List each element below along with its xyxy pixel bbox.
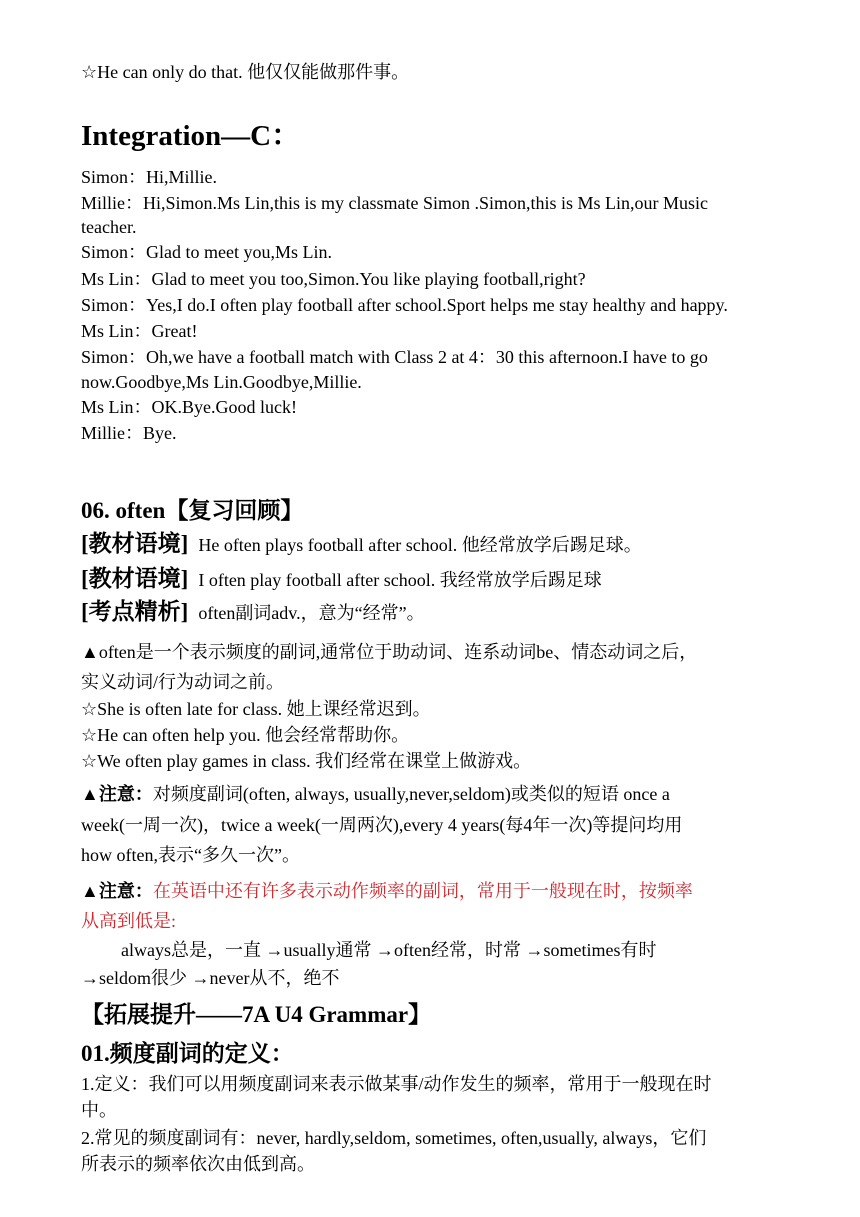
often-section-heading: 06. often【复习回顾】 xyxy=(81,498,304,523)
note-line: how often,表示“多久一次”。 xyxy=(81,845,300,865)
note-label: ▲注意： xyxy=(81,881,153,901)
context-tag: [教材语境] xyxy=(81,566,189,591)
dialogue-line: Ms Lin：OK.Bye.Good luck! xyxy=(81,397,297,417)
example-line: ☆She is often late for class. 她上课经常迟到。 xyxy=(81,699,431,719)
frequency-scale-line: always总是，一直 →usually通常 →often经常，时常 →sometimes有时 xyxy=(121,940,657,960)
common-adverbs-line: 所表示的频率依次由低到高。 xyxy=(81,1154,315,1174)
note-line xyxy=(81,879,693,903)
dialogue-line: now.Goodbye,Ms Lin.Goodbye,Millie. xyxy=(81,372,362,392)
dialogue-line: Simon：Oh,we have a football match with Class 2 at 4：30 this afternoon.I have to go xyxy=(81,347,708,367)
rule-line: ▲often是一个表示频度的副词,通常位于助动词、连系动词be、情态动词之后， xyxy=(81,642,698,662)
note-line xyxy=(81,782,670,806)
definition-line: 中。 xyxy=(81,1100,117,1120)
dialogue-line: teacher. xyxy=(81,217,137,237)
integration-heading: Integration—C： xyxy=(81,120,301,152)
context-text: I often play football after school. 我经常放学后踢足球 xyxy=(198,570,602,590)
extension-subheading: 01.频度副词的定义： xyxy=(81,1041,294,1066)
example-line: ☆We often play games in class. 我们经常在课堂上做游戏。 xyxy=(81,751,532,771)
note-text: 在英语中还有许多表示动作频率的副词，常用于一般现在时，按频率 xyxy=(152,881,693,901)
common-adverbs-line: 2.常见的频度副词有：never, hardly,seldom, sometimes, often,usually, always，它们 xyxy=(81,1128,707,1148)
dialogue-line: Ms Lin：Glad to meet you too,Simon.You like playing football,right? xyxy=(81,269,586,289)
extension-heading: 【拓展提升——7A U4 Grammar】 xyxy=(81,1002,432,1027)
note-label: ▲注意： xyxy=(81,784,153,804)
note-text: 对频度副词(often, always, usually,never,seldom)或类似的短语 once a xyxy=(152,784,670,804)
rule-line: 实义动词/行为动词之前。 xyxy=(81,672,284,692)
context-line-1 xyxy=(81,532,642,557)
dialogue-line: Millie：Bye. xyxy=(81,423,177,443)
example-line: ☆He can often help you. 他会经常帮助你。 xyxy=(81,725,410,745)
context-line-2 xyxy=(81,567,602,592)
context-tag: [教材语境] xyxy=(81,531,189,556)
frequency-scale-line: →seldom很少 →never从不，绝不 xyxy=(81,968,340,988)
dialogue-line: Ms Lin：Great! xyxy=(81,321,198,341)
dialogue-line: Millie：Hi,Simon.Ms Lin,this is my classmate Simon .Simon,this is Ms Lin,our Music xyxy=(81,193,709,213)
dialogue-line: Simon：Hi,Millie. xyxy=(81,167,218,187)
dialogue-line: Simon：Yes,I do.I often play football after school.Sport helps me stay healthy and happy. xyxy=(81,295,728,315)
definition-line: 1.定义：我们可以用频度副词来表示做某事/动作发生的频率，常用于一般现在时 xyxy=(81,1074,712,1094)
intro-example-line: ☆He can only do that. 他仅仅能做那件事。 xyxy=(81,62,410,82)
context-text: He often plays football after school. 他经常放学后踢足球。 xyxy=(198,535,642,555)
dialogue-line: Simon：Glad to meet you,Ms Lin. xyxy=(81,242,332,262)
note-line: week(一周一次)，twice a week(一周两次),every 4 years(每4年一次)等提问均用 xyxy=(81,815,683,835)
point-analysis-line xyxy=(81,600,425,625)
point-tag: [考点精析] xyxy=(81,599,189,624)
point-text: often副词adv.，意为“经常”。 xyxy=(198,603,425,623)
note-line: 从高到低是: xyxy=(81,911,177,931)
